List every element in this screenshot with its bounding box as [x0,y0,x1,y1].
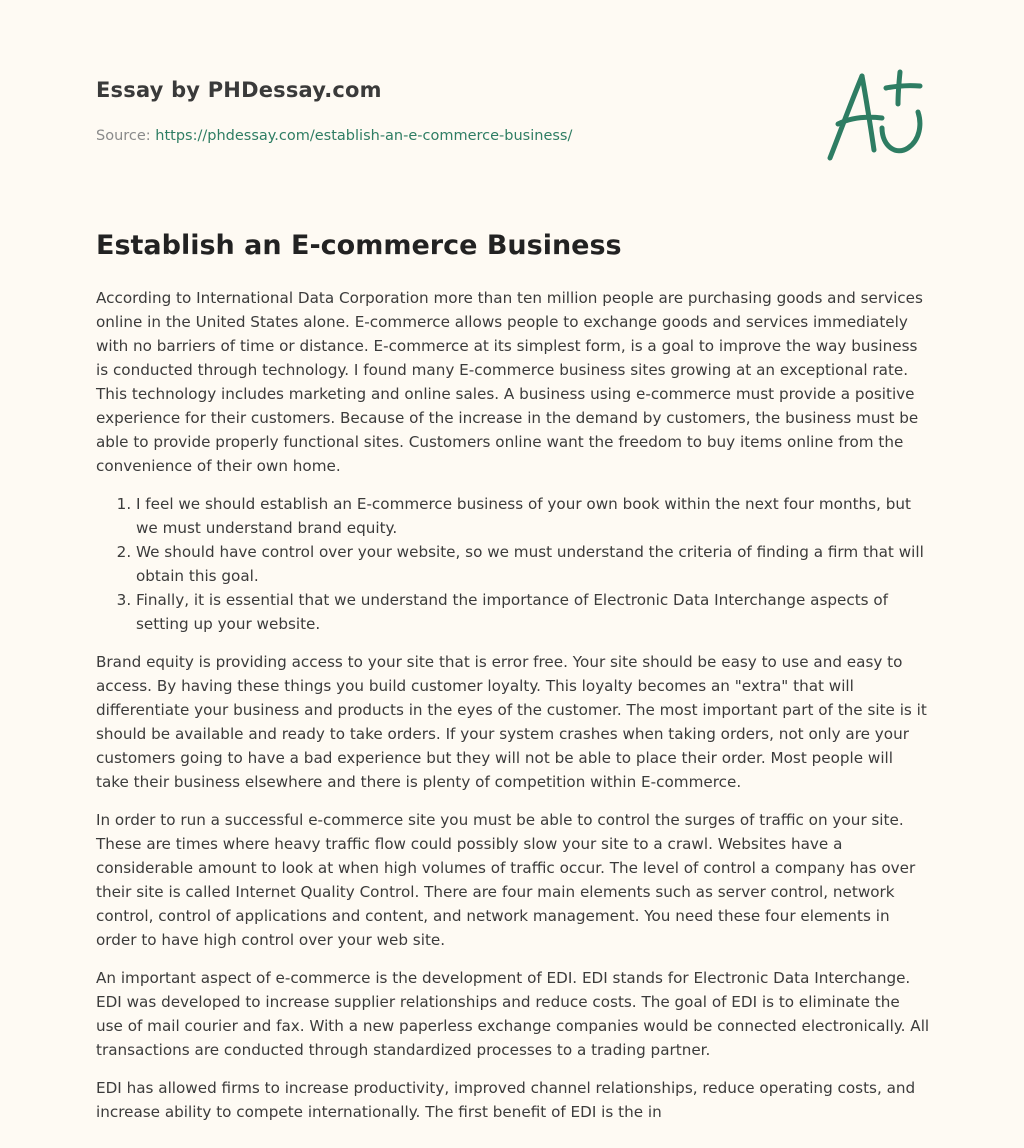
paragraph: Brand equity is providing access to your site that is error free. Your site should be easy to use and easy to access. By having these things you build customer loyalty. This loyalty becomes an "extra" that will differentiate your business and products in the eyes of the customer. The most important part of the site is it should be available and ready to take orders. If your system crashes when taking orders, not only are your customers going to have a bad experience but they will not be able to place their order. Most people will take their business elsewhere and there is plenty of competition within E-commerce. [96,653,927,791]
article-title: Establish an E-commerce Business [96,230,622,261]
source-link[interactable]: https://phdessay.com/establish-an-e-commerce-business/ [155,128,573,144]
site-brand: Essay by PHDessay.com [96,78,382,102]
a-plus-grade-icon [820,68,930,164]
page-header [96,74,796,146]
paragraph: In order to run a successful e-commerce site you must be able to control the surges of traffic on your site. These are times where heavy traffic flow could possibly slow your site to a crawl. Websites have a considerable amount to look at when high volumes of traffic occur. The level of control a company has over their site is called Internet Quality Control. There are four main elements such as server control, network control, control of applications and content, and network management. You need these four elements in order to have high control over your web site. [96,811,916,949]
list-item: 3. Finally, it is essential that we understand the importance of Electronic Data Interchange aspects of setting up your website. [136,588,930,636]
numbered-list [96,492,930,636]
list-item: 2. We should have control over your website, so we must understand the criteria of finding a firm that will obtain this goal. [136,540,930,588]
article [96,226,930,1138]
source-line [96,126,796,146]
paragraph: According to International Data Corporation more than ten million people are purchasing goods and services online in the United States alone. E-commerce allows people to exchange goods and services immediately with no barriers of time or distance. E-commerce at its simplest form, is a goal to improve the way business is conducted through technology. I found many E-commerce business sites growing at an exceptional rate. This technology includes marketing and online sales. A business using e-commerce must provide a positive experience for their customers. Because of the increase in the demand by customers, the business must be able to provide properly functional sites. Customers online want the freedom to buy items online from the convenience of their own home. [96,289,923,475]
source-label: Source: [96,128,156,144]
paragraph: An important aspect of e-commerce is the development of EDI. EDI stands for Electronic Data Interchange. EDI was developed to increase supplier relationships and reduce costs. The goal of EDI is to eliminate the use of mail courier and fax. With a new paperless exchange companies would be connected electronically. All transactions are conducted through standardized processes to a trading partner. [96,969,930,1059]
paragraph: EDI has allowed firms to increase productivity, improved channel relationships, reduce operating costs, and increase ability to compete internationally. The first benefit of EDI is the in [96,1079,916,1121]
list-item: 1. I feel we should establish an E-commerce business of your own book within the next four months, but we must understand brand equity. [136,492,930,540]
